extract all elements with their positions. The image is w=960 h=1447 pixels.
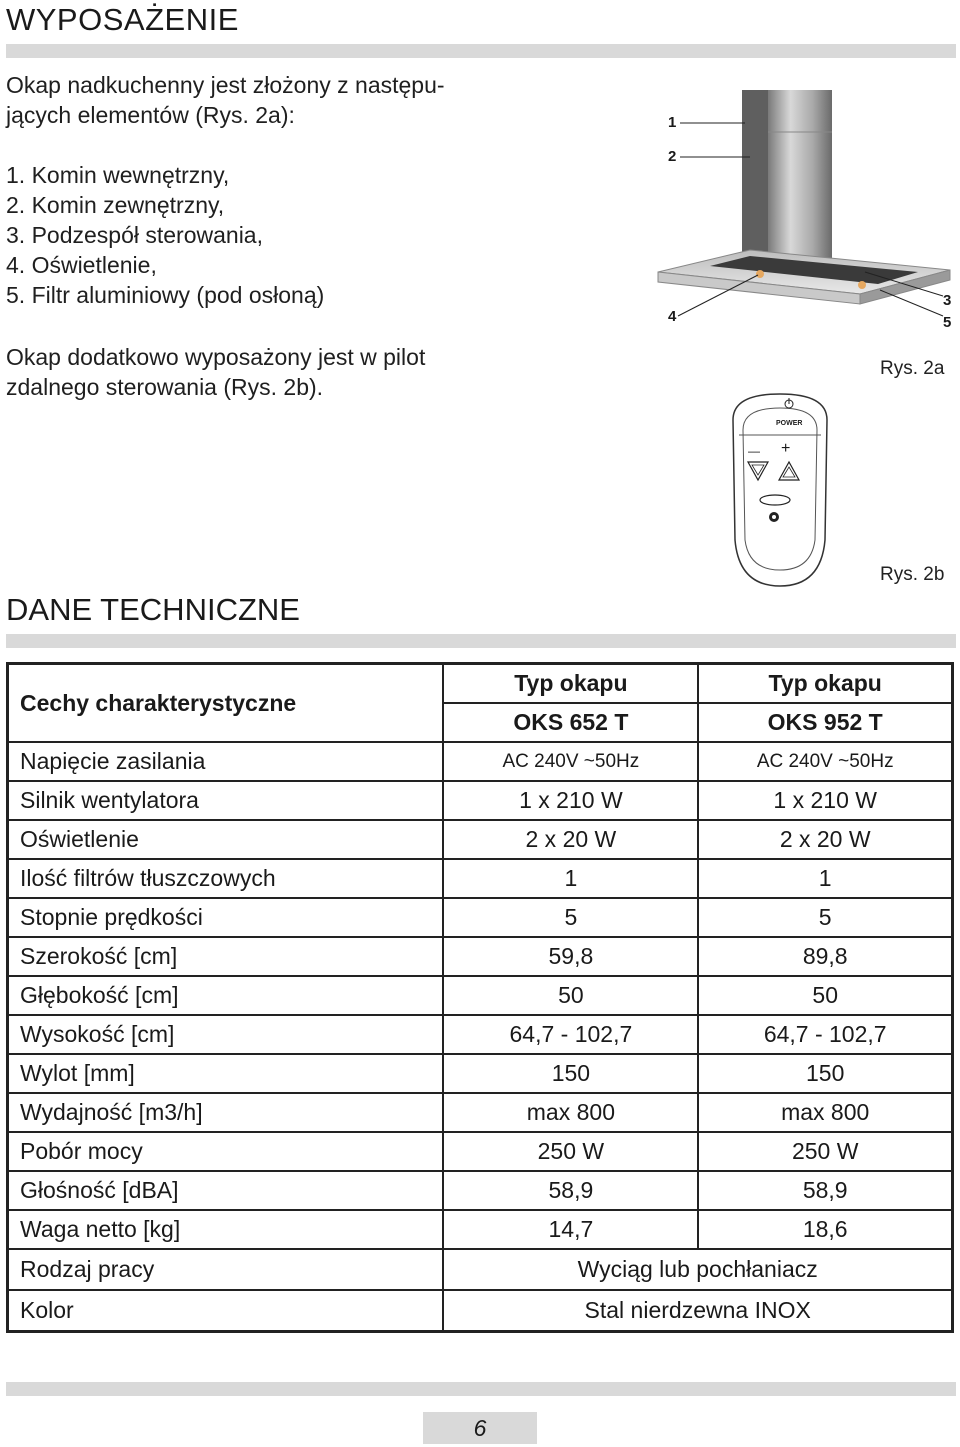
row-value-oks952: 5 bbox=[698, 898, 952, 937]
intro-line-1: Okap nadkuchenny jest złożony z następu- bbox=[6, 72, 445, 98]
remote-note-line-1: Okap dodatkowo wyposażony jest w pilot bbox=[6, 344, 426, 370]
row-value-oks652: 2 x 20 W bbox=[443, 820, 698, 859]
list-item: 1. Komin wewnętrzny, bbox=[6, 162, 230, 188]
row-label: Wylot [mm] bbox=[8, 1054, 444, 1093]
callout-4: 4 bbox=[668, 308, 677, 325]
table-row bbox=[8, 1210, 953, 1249]
remote-power-label: POWER bbox=[776, 420, 803, 427]
table-row bbox=[8, 859, 953, 898]
row-value-oks652: 50 bbox=[443, 976, 698, 1015]
callout-5: 5 bbox=[943, 314, 952, 331]
row-label: Napięcie zasilania bbox=[8, 742, 444, 781]
row-label: Waga netto [kg] bbox=[8, 1210, 444, 1249]
list-item: 4. Oświetlenie, bbox=[6, 252, 157, 278]
row-value-oks952: AC 240V ~50Hz bbox=[698, 742, 952, 781]
table-row bbox=[8, 898, 953, 937]
page-number: 6 bbox=[423, 1412, 537, 1444]
divider-bar bbox=[6, 44, 956, 58]
table-row bbox=[8, 937, 953, 976]
hood-illustration bbox=[650, 80, 960, 340]
row-label: Rodzaj pracy bbox=[8, 1249, 444, 1290]
light-button-icon bbox=[760, 495, 790, 505]
remote-plus-label: + bbox=[781, 440, 791, 457]
row-value-shared: Wyciąg lub pochłaniacz bbox=[443, 1249, 952, 1290]
row-value-shared: Stal nierdzewna INOX bbox=[443, 1290, 952, 1331]
col1-model: OKS 652 T bbox=[443, 703, 698, 742]
row-label: Głośność [dBA] bbox=[8, 1171, 444, 1210]
figure-caption-2a: Rys. 2a bbox=[880, 358, 945, 379]
row-label: Ilość filtrów tłuszczowych bbox=[8, 859, 444, 898]
row-value-oks952: 1 bbox=[698, 859, 952, 898]
row-value-oks652: 250 W bbox=[443, 1132, 698, 1171]
row-value-oks652: 5 bbox=[443, 898, 698, 937]
table-row bbox=[8, 1249, 953, 1290]
row-value-oks952: 50 bbox=[698, 976, 952, 1015]
row-value-oks952: 89,8 bbox=[698, 937, 952, 976]
header-label: Cechy charakterystyczne bbox=[8, 664, 444, 743]
row-label: Silnik wentylatora bbox=[8, 781, 444, 820]
list-item: 2. Komin zewnętrzny, bbox=[6, 192, 225, 218]
row-value-oks652: 150 bbox=[443, 1054, 698, 1093]
row-value-oks952: max 800 bbox=[698, 1093, 952, 1132]
table-row bbox=[8, 820, 953, 859]
row-label: Pobór mocy bbox=[8, 1132, 444, 1171]
col1-type: Typ okapu bbox=[443, 664, 698, 704]
intro-line-2: jących elementów (Rys. 2a): bbox=[6, 102, 295, 128]
callout-2: 2 bbox=[668, 148, 677, 165]
remote-note-line-2: zdalnego sterowania (Rys. 2b). bbox=[6, 374, 324, 400]
table-row bbox=[8, 742, 953, 781]
row-value-oks952: 64,7 - 102,7 bbox=[698, 1015, 952, 1054]
row-value-oks652: 1 x 210 W bbox=[443, 781, 698, 820]
table-row bbox=[8, 1132, 953, 1171]
list-item: 5. Filtr aluminiowy (pod osłoną) bbox=[6, 282, 325, 308]
table-row bbox=[8, 1054, 953, 1093]
row-label: Kolor bbox=[8, 1290, 444, 1331]
row-value-oks652: 64,7 - 102,7 bbox=[443, 1015, 698, 1054]
row-value-oks952: 58,9 bbox=[698, 1171, 952, 1210]
figure-caption-2b: Rys. 2b bbox=[880, 564, 945, 585]
callout-1: 1 bbox=[668, 114, 677, 131]
section-title-wyposazenie: WYPOSAŻENIE bbox=[6, 2, 239, 37]
footer-divider-bar bbox=[6, 1382, 956, 1396]
row-label: Wydajność [m3/h] bbox=[8, 1093, 444, 1132]
row-value-oks652: 59,8 bbox=[443, 937, 698, 976]
table-row bbox=[8, 1015, 953, 1054]
section-title-dane-techniczne: DANE TECHNICZNE bbox=[6, 592, 300, 627]
row-label: Stopnie prędkości bbox=[8, 898, 444, 937]
callout-3: 3 bbox=[943, 292, 952, 309]
row-value-oks952: 2 x 20 W bbox=[698, 820, 952, 859]
col2-model: OKS 952 T bbox=[698, 703, 952, 742]
table-row bbox=[8, 976, 953, 1015]
row-label: Głębokość [cm] bbox=[8, 976, 444, 1015]
row-value-oks952: 18,6 bbox=[698, 1210, 952, 1249]
list-item: 3. Podzespół sterowania, bbox=[6, 222, 263, 248]
row-label: Oświetlenie bbox=[8, 820, 444, 859]
table-row bbox=[8, 781, 953, 820]
row-value-oks952: 150 bbox=[698, 1054, 952, 1093]
col2-type: Typ okapu bbox=[698, 664, 952, 704]
row-value-oks652: 58,9 bbox=[443, 1171, 698, 1210]
table-row bbox=[8, 1171, 953, 1210]
row-value-oks652: AC 240V ~50Hz bbox=[443, 742, 698, 781]
table-row bbox=[8, 1290, 953, 1331]
row-value-oks952: 250 W bbox=[698, 1132, 952, 1171]
row-label: Szerokość [cm] bbox=[8, 937, 444, 976]
row-value-oks952: 1 x 210 W bbox=[698, 781, 952, 820]
technical-data-table bbox=[6, 662, 954, 1333]
row-value-oks652: 1 bbox=[443, 859, 698, 898]
remote-minus-label: — bbox=[748, 444, 760, 458]
row-value-oks652: max 800 bbox=[443, 1093, 698, 1132]
row-label: Wysokość [cm] bbox=[8, 1015, 444, 1054]
divider-bar bbox=[6, 634, 956, 648]
table-row bbox=[8, 1093, 953, 1132]
row-value-oks652: 14,7 bbox=[443, 1210, 698, 1249]
